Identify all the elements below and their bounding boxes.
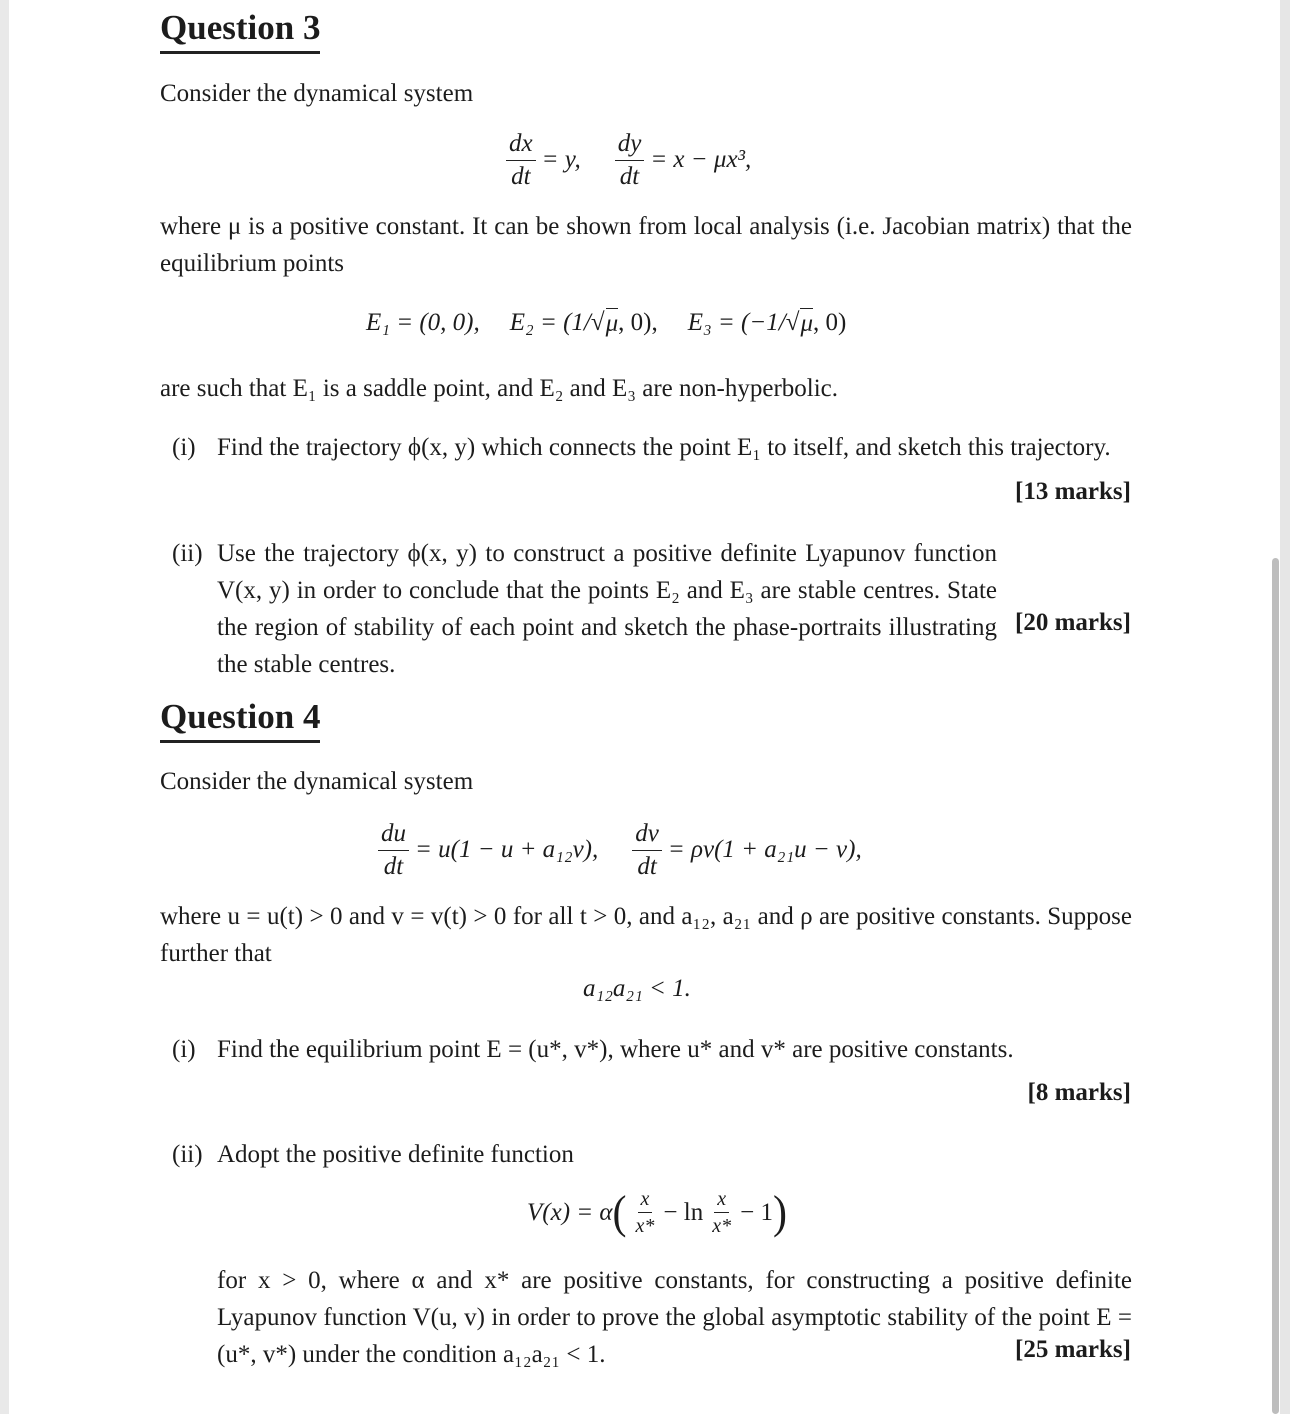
q3-e2-a: E₂ = (1/ (509, 309, 591, 336)
q3-part-i (172, 429, 1132, 469)
q4-system-equation (372, 820, 862, 880)
q4-part-i-marks: [8 marks] (1027, 1079, 1131, 1106)
left-paren-icon: ( (612, 1187, 627, 1238)
q3-eq-num-1: dx (506, 130, 536, 161)
q4-paragraph-2: where u = u(t) > 0 and v = v(t) > 0 for all t > 0, and a₁₂, a₂₁ and ρ are positive constants. Suppose further that (160, 903, 1132, 967)
q4-condition: a₁₂a₂₁ < 1. (583, 975, 691, 1002)
q4-part-ii-text: for x > 0, where α and x* are positive constants, for constructing a positive definite Lyapunov function V(u, v) in order to prove the global asymptotic stability of the point E = (u*, v*) under the condition a₁₂a₂₁ < 1. (217, 1267, 1132, 1368)
q4-part-i-number: (i) (172, 1036, 196, 1063)
q3-part-ii-number: (ii) (172, 540, 203, 567)
right-paren-icon: ) (772, 1187, 787, 1238)
q4-vx-num-2: x (714, 1188, 729, 1213)
q4-part-i-text: Find the equilibrium point E = (u*, v*), where u* and v* are positive constants. (217, 1036, 1014, 1063)
q4-vx-num-1: x (638, 1188, 653, 1213)
q4-part-i (172, 1031, 1132, 1071)
q3-part-i-number: (i) (172, 434, 196, 461)
q4-vx-mid: − ln (663, 1198, 704, 1226)
q3-paragraph-2: where μ is a positive constant. It can be shown from local analysis (i.e. Jacobian matrix) that the equilibrium points (160, 213, 1132, 277)
q3-e3-a: E₃ = (−1/ (687, 309, 786, 336)
q4-intro: Consider the dynamical system (160, 768, 474, 795)
scrollbar-track[interactable] (1280, 0, 1290, 1414)
q3-e1: E₁ = (0, 0), (366, 309, 480, 336)
q3-e3-b: , 0) (813, 309, 847, 336)
q4-eq-num-2: dv (632, 820, 662, 851)
q4-vx-den-2: x* (712, 1215, 732, 1237)
q4-vx-den-1: x* (635, 1215, 655, 1237)
q4-part-ii-marks: [25 marks] (1015, 1336, 1131, 1363)
q4-part-ii (172, 1136, 1132, 1176)
scrollbar-thumb[interactable] (1272, 558, 1279, 1414)
q3-eq-rhs-2: = x − μx³, (650, 146, 752, 173)
q4-lyapunov-function (527, 1188, 787, 1237)
q3-eq-num-2: dy (615, 130, 645, 161)
sqrt-icon: √ (785, 309, 800, 336)
sqrt-icon: √ (590, 309, 605, 336)
q4-eq-den-2: dt (637, 852, 657, 880)
q3-part-i-text: Find the trajectory ϕ(x, y) which connects the point E₁ to itself, and sketch this trajectory. (217, 434, 1111, 461)
q3-part-i-marks: [13 marks] (1015, 478, 1131, 505)
q4-vx-lhs: V(x) = α (527, 1198, 613, 1226)
question-4-heading: Question 4 (160, 697, 320, 743)
q4-eq-rhs-2: = ρv(1 + a₂₁u − v), (667, 836, 862, 863)
q3-equilibrium-points (366, 308, 846, 338)
q3-eq-den-1: dt (511, 162, 531, 190)
q3-eq-den-2: dt (619, 162, 640, 190)
q3-e3-sqrt: μ (800, 310, 813, 337)
q3-paragraph-3: are such that E₁ is a saddle point, and E₂ and E₃ are non-hyperbolic. (160, 375, 839, 402)
q4-eq-num-1: du (378, 820, 409, 851)
q3-part-ii-marks: [20 marks] (1015, 609, 1131, 636)
q3-system-equation (500, 130, 751, 190)
q3-part-ii (172, 535, 1132, 678)
q4-eq-den-1: dt (383, 852, 404, 880)
q4-part-ii-intro: Adopt the positive definite function (217, 1141, 574, 1168)
q3-part-ii-text: Use the trajectory ϕ(x, y) to construct a positive definite Lyapunov function V(x, y) in order to conclude that the points E₂ and E₃ are stable centres. State the region of stability of each point and sketch the phase-portraits illustrating the stable centres. (217, 540, 997, 678)
q3-e2-b: , 0), (618, 309, 658, 336)
q3-intro: Consider the dynamical system (160, 80, 474, 107)
q4-vx-tail: − 1 (740, 1198, 773, 1226)
q4-part-ii-number: (ii) (172, 1141, 203, 1168)
q3-eq-rhs-1: = y, (541, 146, 581, 173)
q3-e2-sqrt: μ (605, 310, 619, 337)
q4-eq-rhs-1: = u(1 − u + a₁₂v), (415, 836, 599, 863)
question-3-heading: Question 3 (160, 8, 320, 54)
